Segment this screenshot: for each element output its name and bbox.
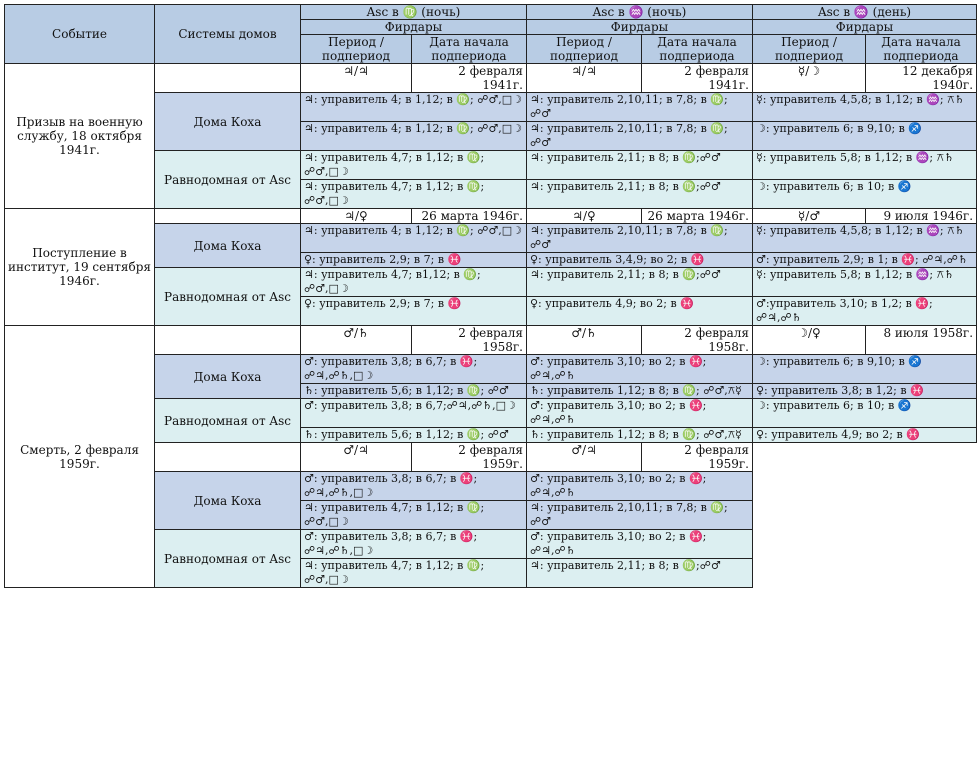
system-equal: Равнодомная от Asc xyxy=(155,268,301,326)
interp-cell: ♀: управитель 3,8; в 1,2; в ♓ xyxy=(753,384,977,399)
date-cell: 2 февраля 1958г. xyxy=(642,326,753,355)
interp-cell: ☽: управитель 6; в 9,10; в ♐ xyxy=(753,122,977,151)
interp-cell: ♂: управитель 3,8; в 6,7; в ♓; ☍♃,☍♄,□☽ xyxy=(301,355,527,384)
interp-cell: ♃: управитель 4,7; в 1,12; в ♍; ☍♂,□☽ xyxy=(301,501,527,530)
interp-cell: ♂: управитель 3,10; во 2; в ♓; ☍♃,☍♄ xyxy=(527,472,753,501)
interp-cell: ♀: управитель 2,9; в 7; в ♓ xyxy=(301,297,527,326)
empty-system-cell xyxy=(155,443,301,472)
event-header: Событие xyxy=(5,5,155,64)
period-cell: ☽/♀ xyxy=(753,326,866,355)
interp-cell: ☿: управитель 4,5,8; в 1,12; в ♒; ⚻♄ xyxy=(753,224,977,253)
interp-cell: ♂: управитель 3,10; во 2; в ♓; ☍♃,☍♄ xyxy=(527,530,753,559)
interp-cell: ♀: управитель 2,9; в 7; в ♓ xyxy=(301,253,527,268)
interp-cell: ♄: управитель 5,6; в 1,12; в ♍; ☍♂ xyxy=(301,428,527,443)
interp-cell: ♄: управитель 1,12; в 8; в ♍; ☍♂,⚻☿ xyxy=(527,428,753,443)
date-cell: 2 февраля 1959г. xyxy=(642,443,753,472)
period-cell: ☿/♂ xyxy=(753,209,866,224)
system-koch: Дома Коха xyxy=(155,93,301,151)
event-cell: Призыв на военную службу, 18 октября 1941г. xyxy=(5,64,155,209)
interp-cell: ♃: управитель 4; в 1,12; в ♍; ☍♂,□☽ xyxy=(301,122,527,151)
interp-cell: ♀: управитель 4,9; во 2; в ♓ xyxy=(753,428,977,443)
column-title: Asc в ♍ (ночь) xyxy=(301,5,527,20)
interp-cell: ♂: управитель 3,8; в 6,7;☍♃,☍♄,□☽ xyxy=(301,399,527,428)
period-cell: ♃/♀ xyxy=(527,209,642,224)
interp-cell: ♃: управитель 4,7; в 1,12; в ♍; ☍♂,□☽ xyxy=(301,559,527,588)
period-cell: ♂/♄ xyxy=(527,326,642,355)
interp-cell: ♃: управитель 4; в 1,12; в ♍; ☍♂,□☽ xyxy=(301,224,527,253)
period-cell: ♂/♃ xyxy=(301,443,412,472)
period-cell: ♂/♃ xyxy=(527,443,642,472)
firdar-label: Фирдары xyxy=(301,20,527,35)
interp-cell: ♃: управитель 4,7; в1,12; в ♍; ☍♂,□☽ xyxy=(301,268,527,297)
column-title: Asc в ♒ (день) xyxy=(753,5,977,20)
date-cell: 26 марта 1946г. xyxy=(642,209,753,224)
system-equal: Равнодомная от Asc xyxy=(155,530,301,588)
interp-cell: ♃: управитель 2,11; в 8; в ♍;☍♂ xyxy=(527,268,753,297)
start-date-header: Дата начала подпериода xyxy=(412,35,527,64)
date-cell: 2 февраля 1941г. xyxy=(412,64,527,93)
event-cell: Поступление в институт, 19 сентября 1946г. xyxy=(5,209,155,326)
interp-cell: ♂: управитель 2,9; в 1; в ♓; ☍♃,☍♄ xyxy=(753,253,977,268)
interp-cell: ♂: управитель 3,10; во 2; в ♓; ☍♃,☍♄ xyxy=(527,399,753,428)
interp-cell: ♃: управитель 2,10,11; в 7,8; в ♍; ☍♂ xyxy=(527,122,753,151)
empty-system-cell xyxy=(155,209,301,224)
date-cell: 12 декабря 1940г. xyxy=(866,64,977,93)
interp-cell: ☿: управитель 5,8; в 1,12; в ♒; ⚻♄ xyxy=(753,151,977,180)
interp-cell: ♃: управитель 2,11; в 8; в ♍;☍♂ xyxy=(527,180,753,209)
header-row-1 xyxy=(5,5,977,20)
interp-cell: ♃: управитель 4,7; в 1,12; в ♍; ☍♂,□☽ xyxy=(301,180,527,209)
interp-cell: ♃: управитель 2,11; в 8; в ♍;☍♂ xyxy=(527,559,753,588)
period-header: Период / подпериод xyxy=(527,35,642,64)
period-cell: ♃/♃ xyxy=(301,64,412,93)
date-cell: 9 июля 1946г. xyxy=(866,209,977,224)
empty-system-cell xyxy=(155,326,301,355)
date-cell: 8 июля 1958г. xyxy=(866,326,977,355)
interp-cell: ♂: управитель 3,10; во 2; в ♓; ☍♃,☍♄ xyxy=(527,355,753,384)
firdar-label: Фирдары xyxy=(753,20,977,35)
interp-cell: ♃: управитель 2,10,11; в 7,8; в ♍; ☍♂ xyxy=(527,93,753,122)
date-cell: 26 марта 1946г. xyxy=(412,209,527,224)
interp-cell: ☽: управитель 6; в 10; в ♐ xyxy=(753,180,977,209)
empty-system-cell xyxy=(155,64,301,93)
system-equal: Равнодомная от Asc xyxy=(155,399,301,443)
empty-cell xyxy=(753,443,977,588)
period-header: Период / подпериод xyxy=(753,35,866,64)
period-row xyxy=(5,209,977,224)
period-cell: ♃/♀ xyxy=(301,209,412,224)
interp-cell: ♃: управитель 2,10,11; в 7,8; в ♍; ☍♂ xyxy=(527,224,753,253)
period-cell: ♃/♃ xyxy=(527,64,642,93)
period-row xyxy=(5,64,977,93)
date-cell: 2 февраля 1959г. xyxy=(412,443,527,472)
system-equal: Равнодомная от Asc xyxy=(155,151,301,209)
date-cell: 2 февраля 1941г. xyxy=(642,64,753,93)
firdar-label: Фирдары xyxy=(527,20,753,35)
interp-cell: ♂:управитель 3,10; в 1,2; в ♓; ☍♃,☍♄ xyxy=(753,297,977,326)
firdar-table xyxy=(4,4,977,588)
period-cell: ♂/♄ xyxy=(301,326,412,355)
interp-cell: ♄: управитель 1,12; в 8; в ♍; ☍♂,⚻☿ xyxy=(527,384,753,399)
system-koch: Дома Коха xyxy=(155,224,301,268)
column-title: Asc в ♒ (ночь) xyxy=(527,5,753,20)
period-cell: ☿/☽ xyxy=(753,64,866,93)
interp-cell: ☽: управитель 6; в 9,10; в ♐ xyxy=(753,355,977,384)
start-date-header: Дата начала подпериода xyxy=(866,35,977,64)
house-systems-header: Системы домов xyxy=(155,5,301,64)
interp-cell: ☿: управитель 4,5,8; в 1,12; в ♒; ⚻♄ xyxy=(753,93,977,122)
interp-cell: ♀: управитель 4,9; во 2; в ♓ xyxy=(527,297,753,326)
system-koch: Дома Коха xyxy=(155,472,301,530)
date-cell: 2 февраля 1958г. xyxy=(412,326,527,355)
interp-cell: ♄: управитель 5,6; в 1,12; в ♍; ☍♂ xyxy=(301,384,527,399)
interp-cell: ☿: управитель 5,8; в 1,12; в ♒; ⚻♄ xyxy=(753,268,977,297)
period-header: Период / подпериод xyxy=(301,35,412,64)
interp-cell: ♃: управитель 4,7; в 1,12; в ♍; ☍♂,□☽ xyxy=(301,151,527,180)
interp-cell: ♃: управитель 4; в 1,12; в ♍; ☍♂,□☽ xyxy=(301,93,527,122)
interp-cell: ☽: управитель 6; в 10; в ♐ xyxy=(753,399,977,428)
interp-cell: ♃: управитель 2,11; в 8; в ♍;☍♂ xyxy=(527,151,753,180)
system-koch: Дома Коха xyxy=(155,355,301,399)
interp-cell: ♂: управитель 3,8; в 6,7; в ♓; ☍♃,☍♄,□☽ xyxy=(301,530,527,559)
event-cell: Смерть, 2 февраля 1959г. xyxy=(5,326,155,588)
interp-cell: ♂: управитель 3,8; в 6,7; в ♓; ☍♃,☍♄,□☽ xyxy=(301,472,527,501)
interp-cell: ♀: управитель 3,4,9; во 2; в ♓ xyxy=(527,253,753,268)
start-date-header: Дата начала подпериода xyxy=(642,35,753,64)
period-row xyxy=(5,326,977,355)
interp-cell: ♃: управитель 2,10,11; в 7,8; в ♍; ☍♂ xyxy=(527,501,753,530)
